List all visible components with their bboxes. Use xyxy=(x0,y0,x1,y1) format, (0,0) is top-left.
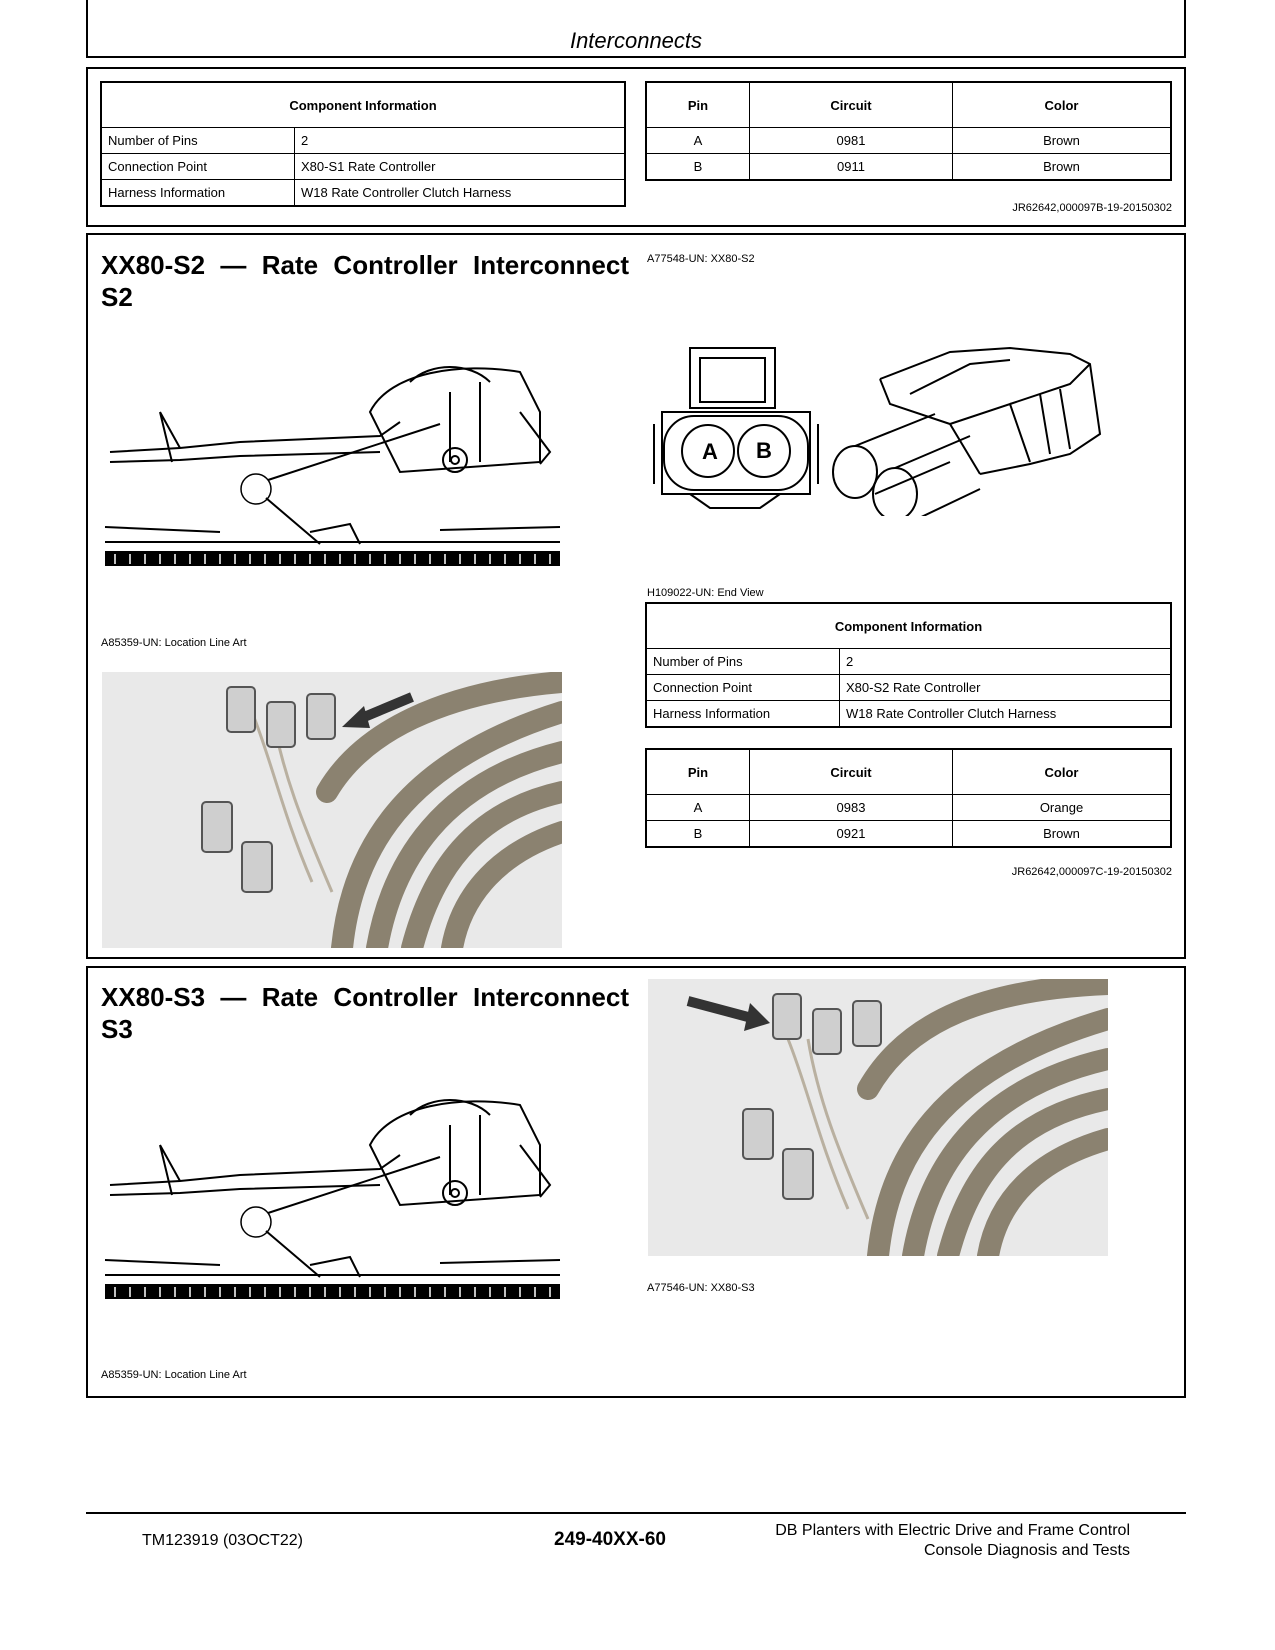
connector-caption-s2: A77548-UN: XX80-S2 xyxy=(647,253,755,265)
row-value: 2 xyxy=(295,128,626,154)
section-s3-title: XX80-S3 — Rate Controller Interconnect S3 xyxy=(101,982,629,1044)
pin-a-label: A xyxy=(702,439,718,464)
cell: 0983 xyxy=(750,795,953,821)
component-info-heading: Component Information xyxy=(646,603,1171,649)
row-label: Number of Pins xyxy=(101,128,295,154)
ref-s2: JR62642,000097C-19-20150302 xyxy=(1011,866,1172,878)
harness-photo-s2 xyxy=(102,672,562,948)
cell: Brown xyxy=(953,154,1172,181)
footer-rule xyxy=(86,1512,1186,1514)
page-title: Interconnects xyxy=(569,28,703,53)
pin-table-s1 xyxy=(645,81,1172,181)
line-art-caption-s3: A85359-UN: Location Line Art xyxy=(101,1369,247,1381)
harness-photo-art xyxy=(648,979,1108,1256)
cell: A xyxy=(646,128,750,154)
col-circuit: Circuit xyxy=(750,82,953,128)
row-value: W18 Rate Controller Clutch Harness xyxy=(840,701,1172,728)
row-label: Harness Information xyxy=(646,701,840,728)
table-row xyxy=(646,128,1171,154)
row-label: Number of Pins xyxy=(646,649,840,675)
table-row xyxy=(646,821,1171,848)
end-view-caption: H109022-UN: End View xyxy=(647,587,764,599)
table-row xyxy=(101,128,625,154)
pin-b-label: B xyxy=(756,438,772,463)
cell: Brown xyxy=(953,128,1172,154)
table-row xyxy=(646,701,1171,728)
table-row xyxy=(646,675,1171,701)
photo-caption-s3: A77546-UN: XX80-S3 xyxy=(647,1282,755,1294)
col-pin: Pin xyxy=(646,82,750,128)
footer-title-line1: DB Planters with Electric Drive and Frame Control xyxy=(775,1522,1130,1539)
col-color: Color xyxy=(953,749,1172,795)
cell: Brown xyxy=(953,821,1172,848)
ref-s1: JR62642,000097B-19-20150302 xyxy=(1012,202,1172,214)
harness-photo-art xyxy=(102,672,562,948)
cell: B xyxy=(646,154,750,181)
row-value: X80-S2 Rate Controller xyxy=(840,675,1172,701)
pin-table-s2 xyxy=(645,748,1172,848)
cell: 0981 xyxy=(750,128,953,154)
harness-photo-s3 xyxy=(648,979,1108,1256)
table-row xyxy=(101,180,625,207)
footer-title-line2: Console Diagnosis and Tests xyxy=(923,1542,1130,1559)
cell: 0921 xyxy=(750,821,953,848)
col-circuit: Circuit xyxy=(750,749,953,795)
col-color: Color xyxy=(953,82,1172,128)
row-value: X80-S1 Rate Controller xyxy=(295,154,626,180)
connector-end-view xyxy=(650,344,1120,516)
row-value: W18 Rate Controller Clutch Harness xyxy=(295,180,626,207)
row-label: Connection Point xyxy=(101,154,295,180)
row-label: Connection Point xyxy=(646,675,840,701)
table-row xyxy=(646,649,1171,675)
cell: A xyxy=(646,795,750,821)
table-row xyxy=(646,154,1171,181)
location-line-art-s2 xyxy=(100,352,570,584)
component-info-table-s1 xyxy=(100,81,626,207)
col-pin: Pin xyxy=(646,749,750,795)
footer-page-number: 249-40XX-60 xyxy=(554,1529,666,1550)
row-value: 2 xyxy=(840,649,1172,675)
cell: B xyxy=(646,821,750,848)
line-art-caption-s2: A85359-UN: Location Line Art xyxy=(101,637,247,649)
cell: 0911 xyxy=(750,154,953,181)
component-info-heading: Component Information xyxy=(101,82,625,128)
row-label: Harness Information xyxy=(101,180,295,207)
location-line-art-s3 xyxy=(100,1085,570,1317)
component-info-table-s2 xyxy=(645,602,1172,728)
table-row xyxy=(101,154,625,180)
cell: Orange xyxy=(953,795,1172,821)
table-row xyxy=(646,795,1171,821)
footer-doc-id: TM123919 (03OCT22) xyxy=(142,1532,303,1549)
section-s2-title: XX80-S2 — Rate Controller Interconnect S2 xyxy=(101,250,629,312)
